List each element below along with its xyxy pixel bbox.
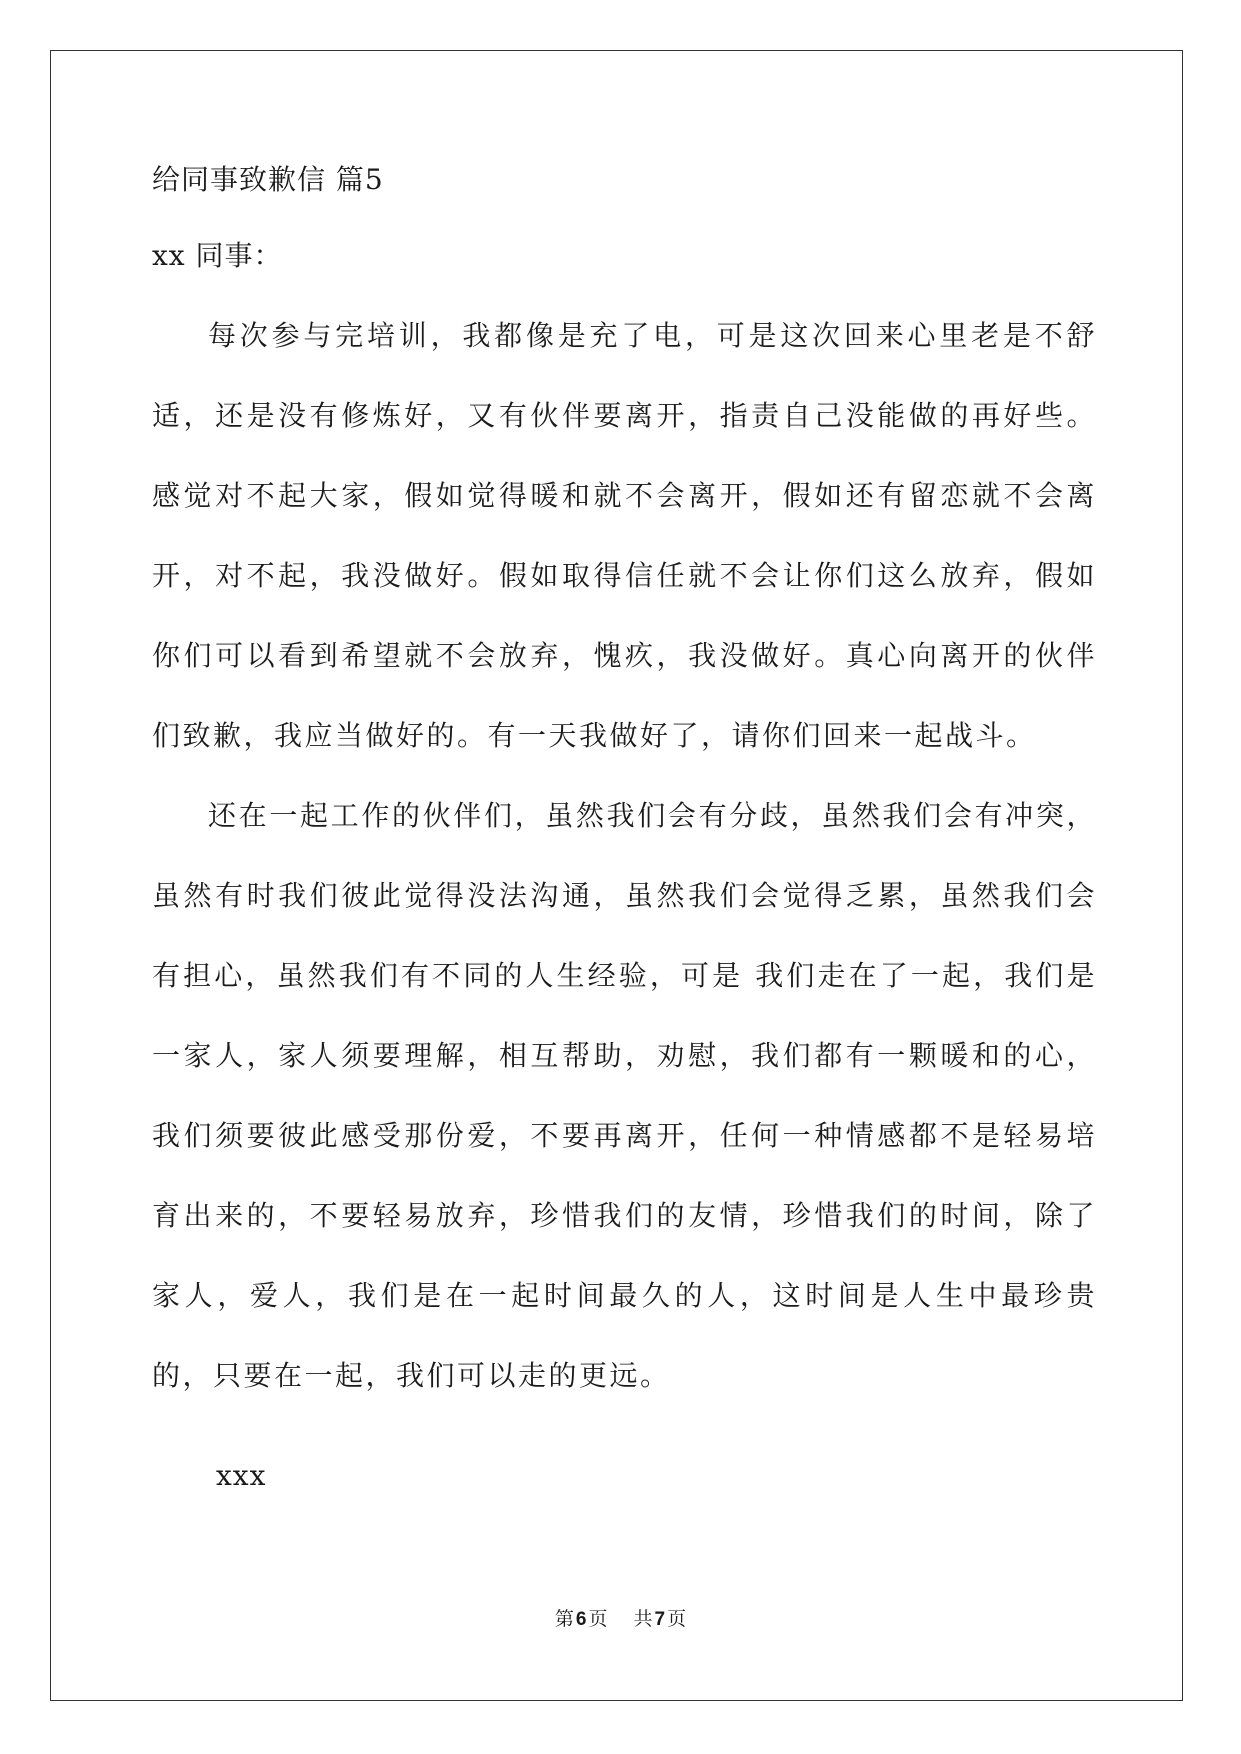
paragraph-1: 每次参与完培训，我都像是充了电，可是这次回来心里老是不舒适，还是没有修炼好，又有伙伴要离开，指责自己没能做的再好些。感觉对不起大家，假如觉得暖和就不会离开，假如还有留恋就不会离开，对不起，我没做好。假如取得信任就不会让你们这么放弃，假如你们可以看到希望就不会放弃，愧疚，我没做好。真心向离开的伙伴们致歉，我应当做好的。有一天我做好了，请你们回来一起战斗。 — [152, 319, 1097, 752]
total-prefix: 共 — [633, 1608, 653, 1630]
signature: xxx — [216, 1459, 267, 1492]
salutation: xx 同事： — [152, 239, 283, 272]
document-title: 给同事致歉信 篇5 — [152, 163, 384, 196]
document-body — [152, 160, 1097, 1496]
page-suffix: 页 — [588, 1608, 608, 1630]
page-prefix: 第 — [554, 1608, 574, 1630]
page-footer — [0, 1604, 1241, 1631]
total-suffix: 页 — [667, 1608, 687, 1630]
total-pages-number: 7 — [654, 1609, 666, 1630]
current-page-number: 6 — [575, 1609, 587, 1630]
paragraph-2: 还在一起工作的伙伴们，虽然我们会有分歧，虽然我们会有冲突，虽然有时我们彼此觉得没法沟通，虽然我们会觉得乏累，虽然我们会有担心，虽然我们有不同的人生经验，可是 我们走在了一起，我们是一家人，家人须要理解，相互帮助，劝慰，我们都有一颗暖和的心，我们须要彼此感受那份爱，不要再离开，任何一种情感都不是轻易培育出来的，不要轻易放弃，珍惜我们的友情，珍惜我们的时间，除了家人，爱人，我们是在一起时间最久的人，这时间是人生中最珍贵的，只要在一起，我们可以走的更远。 — [152, 799, 1097, 1392]
